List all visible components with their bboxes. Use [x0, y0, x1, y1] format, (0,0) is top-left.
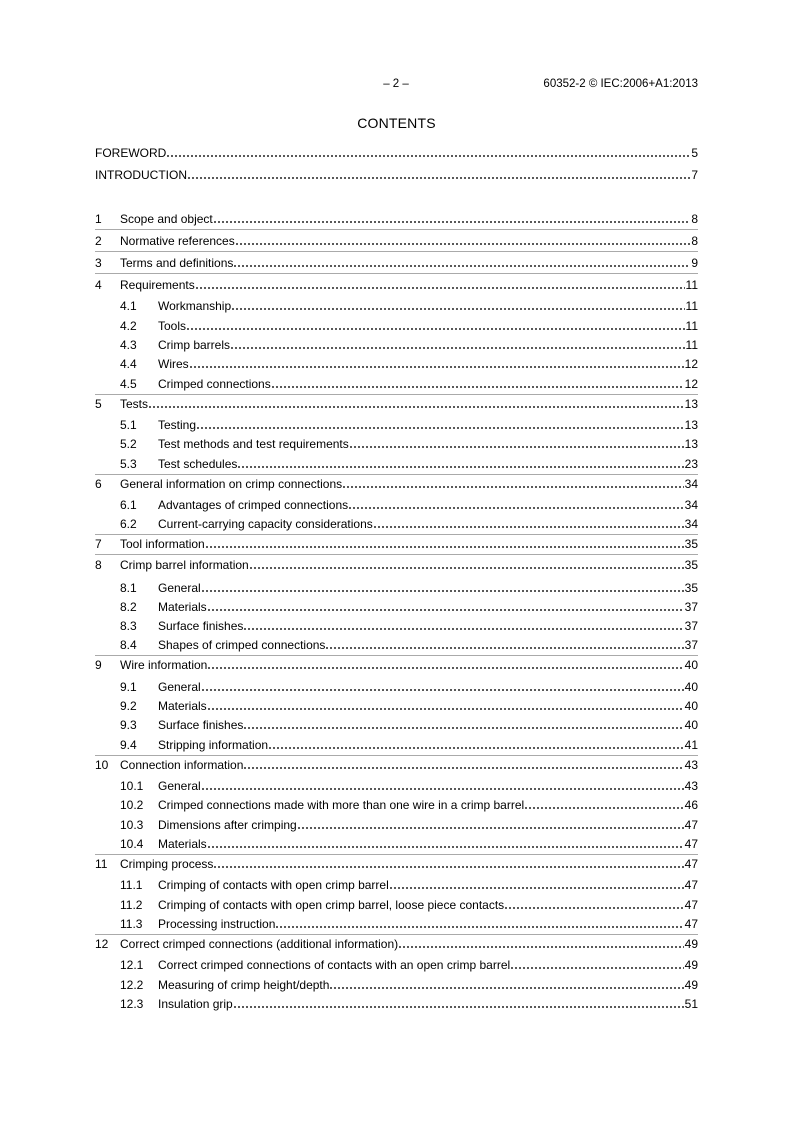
- toc-entry-number: 6: [95, 477, 102, 491]
- dot-leader: [202, 689, 684, 692]
- toc-entry-number: 10.1: [120, 779, 144, 793]
- toc-entry-number: 8: [95, 558, 102, 572]
- toc-entry-title: Scope and object: [120, 212, 213, 226]
- toc-entry-number: 9.4: [120, 738, 137, 752]
- dot-leader: [167, 155, 690, 158]
- toc-entry-page: 40: [684, 699, 698, 713]
- toc-entry[interactable]: [120, 417, 698, 433]
- toc-entry-title: Materials: [158, 837, 207, 851]
- toc-entry-title: Processing instruction: [158, 917, 276, 931]
- dot-leader: [511, 967, 683, 970]
- toc-entry-number: 8.3: [120, 619, 137, 633]
- dot-leader: [206, 546, 684, 549]
- toc-entry-number: 8.1: [120, 581, 137, 595]
- toc-entry-title: Wires: [158, 357, 189, 371]
- toc-entry-title: Crimp barrel information: [120, 558, 249, 572]
- toc-entry-number: 9.3: [120, 718, 137, 732]
- toc-entry-page: 47: [684, 878, 698, 892]
- toc-entry-page: 11: [685, 338, 698, 352]
- toc-entry-page: 37: [684, 600, 698, 614]
- toc-entry[interactable]: [95, 211, 698, 227]
- toc-entry[interactable]: [95, 476, 698, 492]
- toc-entry-page: 34: [684, 498, 698, 512]
- dot-leader: [188, 177, 690, 180]
- toc-entry-number: 5.2: [120, 437, 137, 451]
- dot-leader: [196, 287, 685, 290]
- toc-entry[interactable]: [120, 637, 698, 653]
- toc-entry-number: 12.2: [120, 978, 144, 992]
- dot-leader: [330, 987, 683, 990]
- toc-entry-number: 10: [95, 758, 109, 772]
- toc-entry-number: 10.2: [120, 798, 144, 812]
- toc-entry-number: 1: [95, 212, 102, 226]
- dot-leader: [244, 727, 683, 730]
- toc-entry-page: 43: [684, 758, 698, 772]
- toc-entry-number: 8.4: [120, 638, 137, 652]
- toc-entry[interactable]: [95, 936, 698, 952]
- toc-entry[interactable]: [120, 318, 698, 334]
- toc-entry-page: 35: [684, 581, 698, 595]
- dot-leader: [149, 406, 684, 409]
- toc-entry-foreword[interactable]: [95, 145, 698, 161]
- toc-entry-number: 6.1: [120, 498, 137, 512]
- dot-leader: [231, 347, 685, 350]
- toc-entry-number: 11.2: [120, 898, 143, 912]
- toc-entry[interactable]: [120, 717, 698, 733]
- toc-entry-page: 12: [684, 377, 698, 391]
- entry-divider: [95, 273, 698, 274]
- toc-entry-title: Advantages of crimped connections: [158, 498, 349, 512]
- toc-entry-title: Test schedules: [158, 457, 238, 471]
- dot-leader: [214, 221, 691, 224]
- toc-entry-number: 4.1: [120, 299, 137, 313]
- toc-entry[interactable]: [120, 679, 698, 695]
- toc-entry-title: Dimensions after crimping: [158, 818, 297, 832]
- page-number: – 2 –: [383, 78, 409, 90]
- dot-leader: [208, 667, 683, 670]
- toc-entry[interactable]: [120, 698, 698, 714]
- toc-entry-page: 8: [691, 212, 698, 226]
- dot-leader: [208, 708, 684, 711]
- toc-entry-title: Tools: [158, 319, 187, 333]
- toc-entry-number: 4.5: [120, 377, 137, 391]
- toc-entry[interactable]: [120, 516, 698, 532]
- toc-entry[interactable]: [95, 536, 698, 552]
- toc-entry-title: General: [158, 581, 201, 595]
- toc-entry-page: 13: [684, 418, 698, 432]
- toc-entry[interactable]: [120, 599, 698, 615]
- entry-divider: [95, 251, 698, 252]
- toc-entry-title: Surface finishes: [158, 619, 244, 633]
- entry-divider: [95, 229, 698, 230]
- toc-entry-introduction[interactable]: [95, 167, 698, 183]
- toc-entry-number: 4: [95, 278, 102, 292]
- toc-entry[interactable]: [120, 456, 698, 472]
- dot-leader: [326, 647, 683, 650]
- toc-entry-page: 47: [684, 837, 698, 851]
- entry-divider: [95, 934, 698, 935]
- toc-entry-number: 12: [95, 937, 109, 951]
- dot-leader: [232, 308, 684, 311]
- dot-leader: [187, 328, 685, 331]
- entry-divider: [95, 554, 698, 555]
- toc-entry-title: General: [158, 680, 201, 694]
- toc-entry-title: Crimp barrels: [158, 338, 231, 352]
- toc-entry-page: 7: [691, 168, 698, 182]
- toc-entry[interactable]: [95, 657, 698, 673]
- toc-entry[interactable]: [120, 737, 698, 753]
- dot-leader: [208, 609, 684, 612]
- dot-leader: [505, 907, 683, 910]
- dot-leader: [525, 807, 683, 810]
- toc-entry-page: 49: [684, 958, 698, 972]
- toc-entry-title: Wire information: [120, 658, 208, 672]
- toc-entry[interactable]: [120, 996, 698, 1012]
- toc-entry-page: 12: [684, 357, 698, 371]
- dot-leader: [234, 265, 690, 268]
- toc-entry[interactable]: [120, 497, 698, 513]
- toc-entry-page: 11: [685, 299, 698, 313]
- toc-entry-page: 43: [684, 779, 698, 793]
- toc-entry-page: 34: [684, 517, 698, 531]
- toc-entry-number: 6.2: [120, 517, 137, 531]
- toc-entry[interactable]: [120, 957, 698, 973]
- toc-entry-page: 47: [684, 917, 698, 931]
- toc-entry[interactable]: [120, 436, 698, 452]
- toc-entry[interactable]: [120, 580, 698, 596]
- toc-entry[interactable]: [120, 836, 698, 852]
- toc-entry-page: 40: [684, 718, 698, 732]
- toc-entry-number: 8.2: [120, 600, 137, 614]
- toc-entry-title: Test methods and test requirements: [158, 437, 349, 451]
- toc-entry[interactable]: [95, 255, 698, 271]
- toc-entry-number: 7: [95, 537, 102, 551]
- dot-leader: [350, 446, 684, 449]
- dot-leader: [298, 827, 684, 830]
- toc-entry-page: 11: [685, 319, 698, 333]
- toc-entry-page: 47: [684, 898, 698, 912]
- toc-entry-title: INTRODUCTION: [95, 168, 187, 182]
- toc-entry-page: 8: [691, 234, 698, 248]
- toc-entry-number: 11.3: [120, 917, 143, 931]
- entry-divider: [95, 854, 698, 855]
- toc-entry-number: 11.1: [120, 878, 143, 892]
- toc-entry-page: 5: [691, 146, 698, 160]
- toc-entry[interactable]: [95, 856, 698, 872]
- toc-entry-page: 13: [684, 397, 698, 411]
- toc-entry[interactable]: [120, 877, 698, 893]
- dot-leader: [214, 866, 683, 869]
- toc-entry-number: 4.3: [120, 338, 137, 352]
- toc-entry[interactable]: [120, 897, 698, 913]
- dot-leader: [208, 846, 684, 849]
- toc-entry-page: 51: [684, 997, 698, 1011]
- toc-entry-page: 49: [684, 978, 698, 992]
- toc-entry-number: 5.3: [120, 457, 137, 471]
- toc-entry-page: 13: [684, 437, 698, 451]
- dot-leader: [202, 590, 684, 593]
- toc-entry-title: Workmanship: [158, 299, 232, 313]
- toc-entry-page: 34: [684, 477, 698, 491]
- toc-entry[interactable]: [120, 618, 698, 634]
- toc-entry-number: 4.4: [120, 357, 137, 371]
- toc-entry-number: 10.3: [120, 818, 144, 832]
- entry-divider: [95, 534, 698, 535]
- toc-entry-page: 35: [684, 537, 698, 551]
- dot-leader: [349, 507, 684, 510]
- toc-entry-page: 23: [684, 457, 698, 471]
- toc-entry-number: 2: [95, 234, 102, 248]
- toc-entry-title: Insulation grip: [158, 997, 233, 1011]
- dot-leader: [236, 243, 691, 246]
- toc-entry[interactable]: [120, 817, 698, 833]
- toc-entry[interactable]: [95, 396, 698, 412]
- toc-entry-title: Testing: [158, 418, 197, 432]
- dot-leader: [190, 366, 684, 369]
- toc-entry-number: 11: [95, 857, 108, 871]
- toc-entry-title: Correct crimped connections (additional information): [120, 937, 399, 951]
- toc-entry-title: Measuring of crimp height/depth: [158, 978, 330, 992]
- toc-entry-page: 46: [684, 798, 698, 812]
- toc-entry-number: 9.2: [120, 699, 137, 713]
- toc-entry-page: 11: [685, 278, 698, 292]
- toc-entry-title: Crimping of contacts with open crimp barrel, loose piece contacts: [158, 898, 505, 912]
- toc-entry-title: Tests: [120, 397, 149, 411]
- dot-leader: [390, 887, 684, 890]
- toc-entry-title: FOREWORD: [95, 146, 167, 160]
- dot-leader: [244, 767, 683, 770]
- toc-entry[interactable]: [95, 233, 698, 249]
- toc-entry-title: General information on crimp connections: [120, 477, 343, 491]
- toc-entry-title: Requirements: [120, 278, 195, 292]
- toc-entry-title: Surface finishes: [158, 718, 244, 732]
- entry-divider: [95, 394, 698, 395]
- toc-entry[interactable]: [95, 757, 698, 773]
- toc-entry-page: 41: [684, 738, 698, 752]
- dot-leader: [202, 788, 684, 791]
- toc-entry[interactable]: [120, 977, 698, 993]
- toc-entry[interactable]: [120, 797, 698, 813]
- standard-reference: 60352-2 © IEC:2006+A1:2013: [543, 78, 698, 90]
- toc-entry-title: Current-carrying capacity considerations: [158, 517, 373, 531]
- dot-leader: [272, 386, 684, 389]
- toc-entry[interactable]: [120, 356, 698, 372]
- toc-entry[interactable]: [120, 376, 698, 392]
- toc-entry-page: 40: [684, 680, 698, 694]
- toc-entry-title: Shapes of crimped connections: [158, 638, 326, 652]
- toc-entry[interactable]: [120, 337, 698, 353]
- toc-entry-title: Crimping process: [120, 857, 214, 871]
- toc-entry-page: 37: [684, 619, 698, 633]
- contents-title: CONTENTS: [357, 115, 436, 131]
- toc-entry-title: Crimped connections: [158, 377, 271, 391]
- toc-entry-number: 12.1: [120, 958, 144, 972]
- toc-entry-page: 47: [684, 818, 698, 832]
- toc-entry-page: 40: [684, 658, 698, 672]
- dot-leader: [250, 567, 684, 570]
- entry-divider: [95, 474, 698, 475]
- toc-entry-title: General: [158, 779, 201, 793]
- toc-entry-title: Terms and definitions: [120, 256, 234, 270]
- toc-entry-title: Tool information: [120, 537, 205, 551]
- toc-entry-number: 5: [95, 397, 102, 411]
- entry-divider: [95, 655, 698, 656]
- toc-entry-title: Materials: [158, 600, 207, 614]
- toc-entry[interactable]: [120, 778, 698, 794]
- toc-entry-number: 9.1: [120, 680, 137, 694]
- toc-entry-number: 9: [95, 658, 102, 672]
- toc-entry-number: 4.2: [120, 319, 137, 333]
- toc-entry-title: Materials: [158, 699, 207, 713]
- toc-entry-page: 47: [684, 857, 698, 871]
- toc-entry-title: Stripping information: [158, 738, 269, 752]
- dot-leader: [276, 926, 683, 929]
- toc-entry-title: Crimped connections made with more than one wire in a crimp barrel: [158, 798, 525, 812]
- toc-entry-number: 5.1: [120, 418, 137, 432]
- toc-entry-number: 10.4: [120, 837, 144, 851]
- toc-entry-title: Correct crimped connections of contacts with an open crimp barrel: [158, 958, 511, 972]
- dot-leader: [269, 747, 684, 750]
- entry-divider: [95, 755, 698, 756]
- toc-entry[interactable]: [95, 557, 698, 573]
- toc-entry-number: 12.3: [120, 997, 144, 1011]
- toc-entry-number: 3: [95, 256, 102, 270]
- toc-entry-title: Connection information: [120, 758, 244, 772]
- toc-entry-title: Crimping of contacts with open crimp barrel: [158, 878, 389, 892]
- toc-entry[interactable]: [120, 298, 698, 314]
- toc-entry-page: 9: [691, 256, 698, 270]
- dot-leader: [234, 1006, 684, 1009]
- dot-leader: [244, 628, 683, 631]
- dot-leader: [399, 946, 684, 949]
- toc-entry-title: Normative references: [120, 234, 235, 248]
- dot-leader: [374, 526, 684, 529]
- dot-leader: [238, 466, 683, 469]
- toc-entry[interactable]: [120, 916, 698, 932]
- dot-leader: [343, 486, 684, 489]
- toc-entry-page: 49: [684, 937, 698, 951]
- toc-entry[interactable]: [95, 277, 698, 293]
- page-header: [0, 78, 793, 92]
- toc-entry-page: 35: [684, 558, 698, 572]
- toc-entry-page: 37: [684, 638, 698, 652]
- dot-leader: [197, 427, 684, 430]
